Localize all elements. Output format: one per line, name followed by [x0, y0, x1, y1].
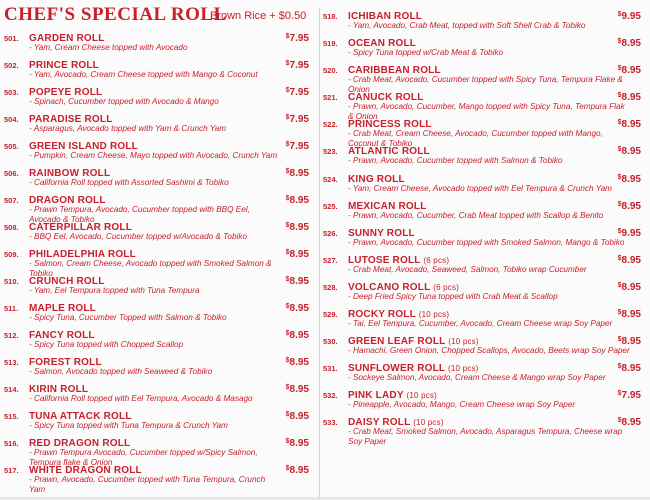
item-price	[618, 390, 641, 401]
item-price	[618, 363, 641, 374]
menu-item	[323, 11, 641, 38]
menu-item	[4, 330, 309, 357]
item-description: - Spicy Tuna topped w/Crab Meat & Tobiko	[348, 48, 504, 58]
item-name-text: CARIBBEAN ROLL	[348, 65, 441, 77]
currency-symbol: $	[285, 114, 290, 121]
item-name-text: LUTOSE ROLL	[348, 254, 421, 266]
price-value: 7.95	[289, 87, 309, 98]
currency-symbol: $	[285, 465, 290, 472]
currency-symbol: $	[617, 65, 622, 73]
item-description: - Spinach, Cucumber topped with Avocado & Mango	[29, 97, 219, 106]
currency-symbol: $	[617, 92, 622, 100]
item-description: - Tai, Eel Tempura, Cucumber, Avocado, Cream Cheese wrap Soy Paper	[348, 319, 613, 329]
item-name-text: CRUNCH ROLL	[29, 276, 105, 287]
currency-symbol: $	[617, 254, 622, 262]
item-name-text: GARDEN ROLL	[29, 33, 105, 44]
right-column	[323, 11, 641, 445]
price-value: 8.95	[289, 411, 309, 422]
item-description: - Salmon, Avocado topped with Seaweed & Tobiko	[29, 367, 213, 376]
item-price	[286, 249, 309, 260]
price-value: 8.95	[289, 357, 309, 368]
price-value: 8.95	[621, 119, 641, 131]
item-description: - Pumpkin, Cream Cheese, Mayo topped with Avocado, Crunch Yam	[29, 151, 278, 160]
item-price	[286, 114, 309, 125]
item-name-text: GREEN LEAF ROLL	[348, 336, 446, 348]
price-value: 8.95	[289, 276, 309, 287]
item-name-text: KIRIN ROLL	[29, 384, 89, 395]
item-number: 527.	[323, 255, 338, 265]
item-description: - Prawn, Avocado, Cucumber topped with Tuna Tempura, Crunch Yam	[29, 475, 266, 494]
item-pieces: (6 pcs)	[433, 282, 460, 292]
item-price	[618, 417, 641, 428]
currency-symbol: $	[285, 384, 290, 391]
item-description: - California Roll topped with Assorted Sashimi & Tobiko	[29, 178, 229, 187]
price-value: 8.95	[621, 146, 641, 158]
menu-item	[323, 228, 641, 255]
item-number: 505.	[4, 142, 19, 151]
item-number: 533.	[323, 418, 338, 428]
currency-symbol: $	[617, 363, 622, 371]
currency-symbol: $	[617, 146, 622, 154]
item-name-text: WHITE DRAGON ROLL	[29, 465, 142, 476]
item-price	[286, 87, 309, 98]
currency-symbol: $	[617, 227, 622, 235]
item-name-text: DAISY ROLL	[348, 417, 411, 429]
item-name-text: FANCY ROLL	[29, 330, 95, 341]
item-number: 528.	[323, 282, 338, 292]
item-number: 504.	[4, 115, 19, 124]
item-price	[618, 146, 641, 157]
item-price	[286, 33, 309, 44]
item-price	[286, 276, 309, 287]
item-name-text: ROCKY ROLL	[348, 309, 416, 321]
item-number: 516.	[4, 439, 19, 448]
item-name-text: KING ROLL	[348, 173, 405, 185]
item-description: - Spicy Tuna, Cucumber Topped with Salmon & Tobiko	[29, 313, 227, 322]
currency-symbol: $	[617, 390, 622, 398]
item-price	[286, 303, 309, 314]
item-price	[286, 357, 309, 368]
item-description: - Spicy Tuna topped with Tuna Tempura & Crunch Yam	[29, 421, 228, 430]
item-pieces: (10 pcs)	[448, 337, 479, 347]
price-value: 8.95	[621, 200, 641, 212]
item-price	[618, 38, 641, 49]
menu-item	[323, 417, 641, 444]
currency-symbol: $	[285, 141, 290, 148]
item-price	[286, 168, 309, 179]
price-value: 8.95	[621, 38, 641, 50]
menu-item	[4, 411, 309, 438]
item-number: 517.	[4, 466, 19, 475]
item-price	[286, 438, 309, 449]
item-number: 515.	[4, 412, 19, 421]
item-description: - Crab Meat, Smoked Salmon, Avocado, Asparagus Tempura, Cheese wrap Soy Paper	[348, 427, 623, 446]
item-description: - Prawn, Avocado, Cucumber topped with Smoked Salmon, Mango & Tobiko	[348, 237, 625, 247]
item-price	[286, 222, 309, 233]
item-number: 512.	[4, 331, 19, 340]
menu-item	[4, 465, 309, 492]
price-value: 7.95	[289, 141, 309, 152]
currency-symbol: $	[617, 281, 622, 289]
currency-symbol: $	[285, 249, 290, 256]
price-value: 7.95	[289, 60, 309, 71]
item-name-text: ATLANTIC ROLL	[348, 146, 430, 158]
item-description: - Prawn Tempura Avocado, Cucumber topped w/Spicy Salmon, Tempura flake & Onion	[29, 448, 258, 467]
price-value: 8.95	[289, 438, 309, 449]
item-price	[286, 465, 309, 476]
item-description: - Yam, Cream Cheese, Avocado topped with Eel Tempura & Crunch Yam	[348, 183, 612, 193]
price-value: 7.95	[289, 114, 309, 125]
item-number: 503.	[4, 88, 19, 97]
item-description: - BBQ Eel, Avocado, Cucumber topped w/Avocado & Tobiko	[29, 232, 248, 241]
currency-symbol: $	[285, 33, 290, 40]
item-name-text: PARADISE ROLL	[29, 114, 113, 125]
menu-subtitle: Brown Rice + $0.50	[210, 10, 307, 22]
item-number: 519.	[323, 39, 338, 49]
currency-symbol: $	[617, 11, 622, 18]
menu-item	[323, 65, 641, 92]
item-name-text: TUNA ATTACK ROLL	[29, 411, 132, 422]
item-name-text: PRINCESS ROLL	[348, 119, 432, 131]
menu-title: CHEF'S SPECIAL ROLL	[4, 4, 227, 25]
menu-item	[4, 87, 309, 114]
price-value: 8.95	[289, 195, 309, 206]
item-description: - Yam, Cream Cheese topped with Avocado	[29, 43, 188, 52]
item-number: 502.	[4, 61, 19, 70]
price-value: 8.95	[289, 249, 309, 260]
item-name-text: DRAGON ROLL	[29, 195, 106, 206]
menu-item	[4, 141, 309, 168]
item-name-text: CATERPILLAR ROLL	[29, 222, 133, 233]
item-description: - Yam, Avocado, Crab Meat, topped with Soft Shell Crab & Tobiko	[348, 21, 586, 30]
menu-item	[323, 92, 641, 119]
item-name-text: OCEAN ROLL	[348, 38, 417, 50]
menu-item	[323, 309, 641, 336]
item-description: - Yam, Eel Tempura topped with Tuna Tempura	[29, 286, 200, 295]
item-price	[618, 119, 641, 130]
price-value: 8.95	[621, 309, 641, 321]
item-price	[286, 60, 309, 71]
price-value: 8.95	[289, 222, 309, 233]
left-column	[4, 33, 309, 492]
item-description: - Pineapple, Avocado, Mango, Cream Cheese wrap Soy Paper	[348, 400, 576, 410]
item-name-text: RAINBOW ROLL	[29, 168, 111, 179]
currency-symbol: $	[617, 417, 622, 425]
currency-symbol: $	[617, 119, 622, 127]
item-number: 513.	[4, 358, 19, 367]
item-pieces: (10 pcs)	[418, 310, 450, 320]
item-price	[618, 201, 641, 212]
item-name-text: CANUCK ROLL	[348, 92, 424, 104]
price-value: 8.95	[289, 168, 309, 179]
item-price	[618, 255, 641, 266]
menu-item	[4, 384, 309, 411]
currency-symbol: $	[285, 330, 290, 337]
item-pieces: (10 pcs)	[413, 418, 444, 428]
item-name-text: ICHIBAN ROLL	[348, 11, 423, 22]
item-description: - Prawn Tempura, Avocado, Cucumber topped with BBQ Eel, Avocado & Tobiko	[29, 205, 250, 224]
currency-symbol: $	[285, 222, 290, 229]
menu-item	[4, 303, 309, 330]
item-number: 520.	[323, 66, 338, 76]
item-price	[286, 195, 309, 206]
item-price	[618, 174, 641, 185]
currency-symbol: $	[285, 60, 290, 67]
item-number: 532.	[323, 391, 338, 401]
item-price	[286, 411, 309, 422]
item-name-text: PINK LADY	[348, 390, 404, 402]
price-value: 7.95	[621, 390, 641, 402]
price-value: 8.95	[621, 254, 641, 266]
currency-symbol: $	[285, 276, 290, 283]
currency-symbol: $	[285, 195, 290, 202]
item-price	[286, 141, 309, 152]
item-number: 514.	[4, 385, 19, 394]
item-price	[618, 336, 641, 347]
item-number: 521.	[323, 93, 338, 103]
item-description: - Crab Meat, Avocado, Seaweed, Salmon, Tobiko wrap Cucumber	[348, 264, 587, 274]
item-pieces: (10 pcs)	[448, 364, 479, 374]
item-name-text: SUNNY ROLL	[348, 227, 415, 239]
price-value: 8.95	[289, 303, 309, 314]
item-pieces: (6 pcs)	[423, 255, 450, 265]
item-description: - Asparagus, Avocado topped with Yam & Crunch Yam	[29, 124, 227, 133]
menu-item	[4, 33, 309, 60]
column-divider	[319, 8, 320, 498]
currency-symbol: $	[285, 438, 290, 445]
menu-item	[323, 363, 641, 390]
item-number: 511.	[4, 304, 19, 313]
item-name-text: GREEN ISLAND ROLL	[29, 141, 138, 152]
item-number: 523.	[323, 147, 338, 157]
currency-symbol: $	[285, 357, 290, 364]
item-description: - California Roll topped with Eel Tempura, Avocado & Masago	[29, 394, 253, 403]
item-number: 507.	[4, 196, 19, 205]
currency-symbol: $	[617, 173, 622, 181]
item-price	[618, 11, 641, 22]
price-value: 9.95	[621, 227, 641, 239]
price-value: 8.95	[289, 330, 309, 341]
menu-item	[4, 60, 309, 87]
item-number: 530.	[323, 337, 338, 347]
item-name-text: PRINCE ROLL	[29, 60, 99, 71]
price-value: 8.95	[621, 65, 641, 77]
menu-item	[4, 114, 309, 141]
menu-item	[323, 255, 641, 282]
menu-item	[4, 438, 309, 465]
menu-item	[4, 168, 309, 195]
menu-item	[4, 249, 309, 276]
item-name-text: RED DRAGON ROLL	[29, 438, 131, 449]
menu-item	[4, 195, 309, 222]
price-value: 8.95	[621, 173, 641, 185]
currency-symbol: $	[285, 87, 290, 94]
price-value: 8.95	[289, 384, 309, 395]
price-value: 8.95	[621, 417, 641, 429]
item-number: 526.	[323, 228, 338, 238]
item-number: 531.	[323, 364, 338, 374]
price-value: 8.95	[621, 363, 641, 375]
currency-symbol: $	[617, 200, 622, 208]
item-price	[618, 65, 641, 76]
menu-item	[323, 174, 641, 201]
item-number: 525.	[323, 201, 338, 211]
menu-item	[323, 38, 641, 65]
menu-item	[4, 357, 309, 384]
item-price	[286, 330, 309, 341]
item-name-text: PHILADELPHIA ROLL	[29, 249, 136, 260]
item-description: - Hamachi, Green Onion, Chopped Scallops, Avocado, Beets wrap Soy Paper	[348, 346, 630, 356]
item-name-text: POPEYE ROLL	[29, 87, 103, 98]
item-price	[618, 228, 641, 239]
price-value: 9.95	[621, 11, 641, 22]
menu-item	[323, 146, 641, 173]
item-number: 529.	[323, 310, 338, 320]
item-description: - Prawn, Avocado, Cucumber, Crab Meat topped with Scallop & Benito	[348, 210, 604, 220]
currency-symbol: $	[617, 336, 622, 344]
item-number: 506.	[4, 169, 19, 178]
item-name-text: VOLCANO ROLL	[348, 281, 431, 293]
currency-symbol: $	[617, 38, 622, 46]
item-name-text: SUNFLOWER ROLL	[348, 363, 446, 375]
item-name-text: MEXICAN ROLL	[348, 200, 427, 212]
item-description: - Crab Meat, Avocado, Cucumber topped with Spicy Tuna, Tempura Flake & Onion	[348, 75, 623, 94]
item-description: - Sockeye Salmon, Avocado, Cream Cheese & Mango wrap Soy Paper	[348, 373, 606, 383]
item-description: - Deep Fried Spicy Tuna topped with Crab Meat & Scallop	[348, 291, 558, 301]
menu-item	[323, 201, 641, 228]
item-number: 508.	[4, 223, 19, 232]
item-number: 509.	[4, 250, 19, 259]
item-description: - Prawn, Avocado, Cucumber topped with Salmon & Tobiko	[348, 156, 563, 166]
item-number: 501.	[4, 34, 19, 43]
currency-symbol: $	[285, 168, 290, 175]
item-description: - Salmon, Cream Cheese, Avocado topped with Smoked Salmon & Tobiko	[29, 259, 272, 278]
item-name-text: FOREST ROLL	[29, 357, 102, 368]
item-price	[618, 92, 641, 103]
price-value: 8.95	[621, 281, 641, 293]
item-description: - Prawn, Avocado, Cucumber, Mango topped with Spicy Tuna, Tempura Flak & Onion	[348, 102, 625, 121]
item-price	[286, 384, 309, 395]
menu-item	[323, 336, 641, 363]
item-number: 518.	[323, 12, 338, 21]
menu-item	[323, 282, 641, 309]
item-description: - Crab Meat, Cream Cheese, Avocado, Cucumber topped with Mango, Coconut & Tobiko	[348, 129, 603, 148]
price-value: 8.95	[621, 336, 641, 348]
item-description: - Spicy Tuna topped with Chopped Scallop	[29, 340, 184, 349]
item-number: 522.	[323, 120, 338, 130]
menu-item	[4, 276, 309, 303]
item-number: 524.	[323, 174, 338, 184]
item-number: 510.	[4, 277, 19, 286]
item-description: - Yam, Avocado, Cream Cheese topped with Mango & Coconut	[29, 70, 258, 79]
item-price	[618, 282, 641, 293]
currency-symbol: $	[617, 309, 622, 317]
item-price	[618, 309, 641, 320]
item-pieces: (10 pcs)	[406, 391, 437, 401]
item-name-text: MAPLE ROLL	[29, 303, 96, 314]
currency-symbol: $	[285, 411, 290, 418]
menu-item	[323, 119, 641, 146]
price-value: 8.95	[289, 465, 309, 476]
menu-item	[4, 222, 309, 249]
currency-symbol: $	[285, 303, 290, 310]
price-value: 8.95	[621, 92, 641, 104]
menu-item	[323, 390, 641, 417]
price-value: 7.95	[289, 33, 309, 44]
